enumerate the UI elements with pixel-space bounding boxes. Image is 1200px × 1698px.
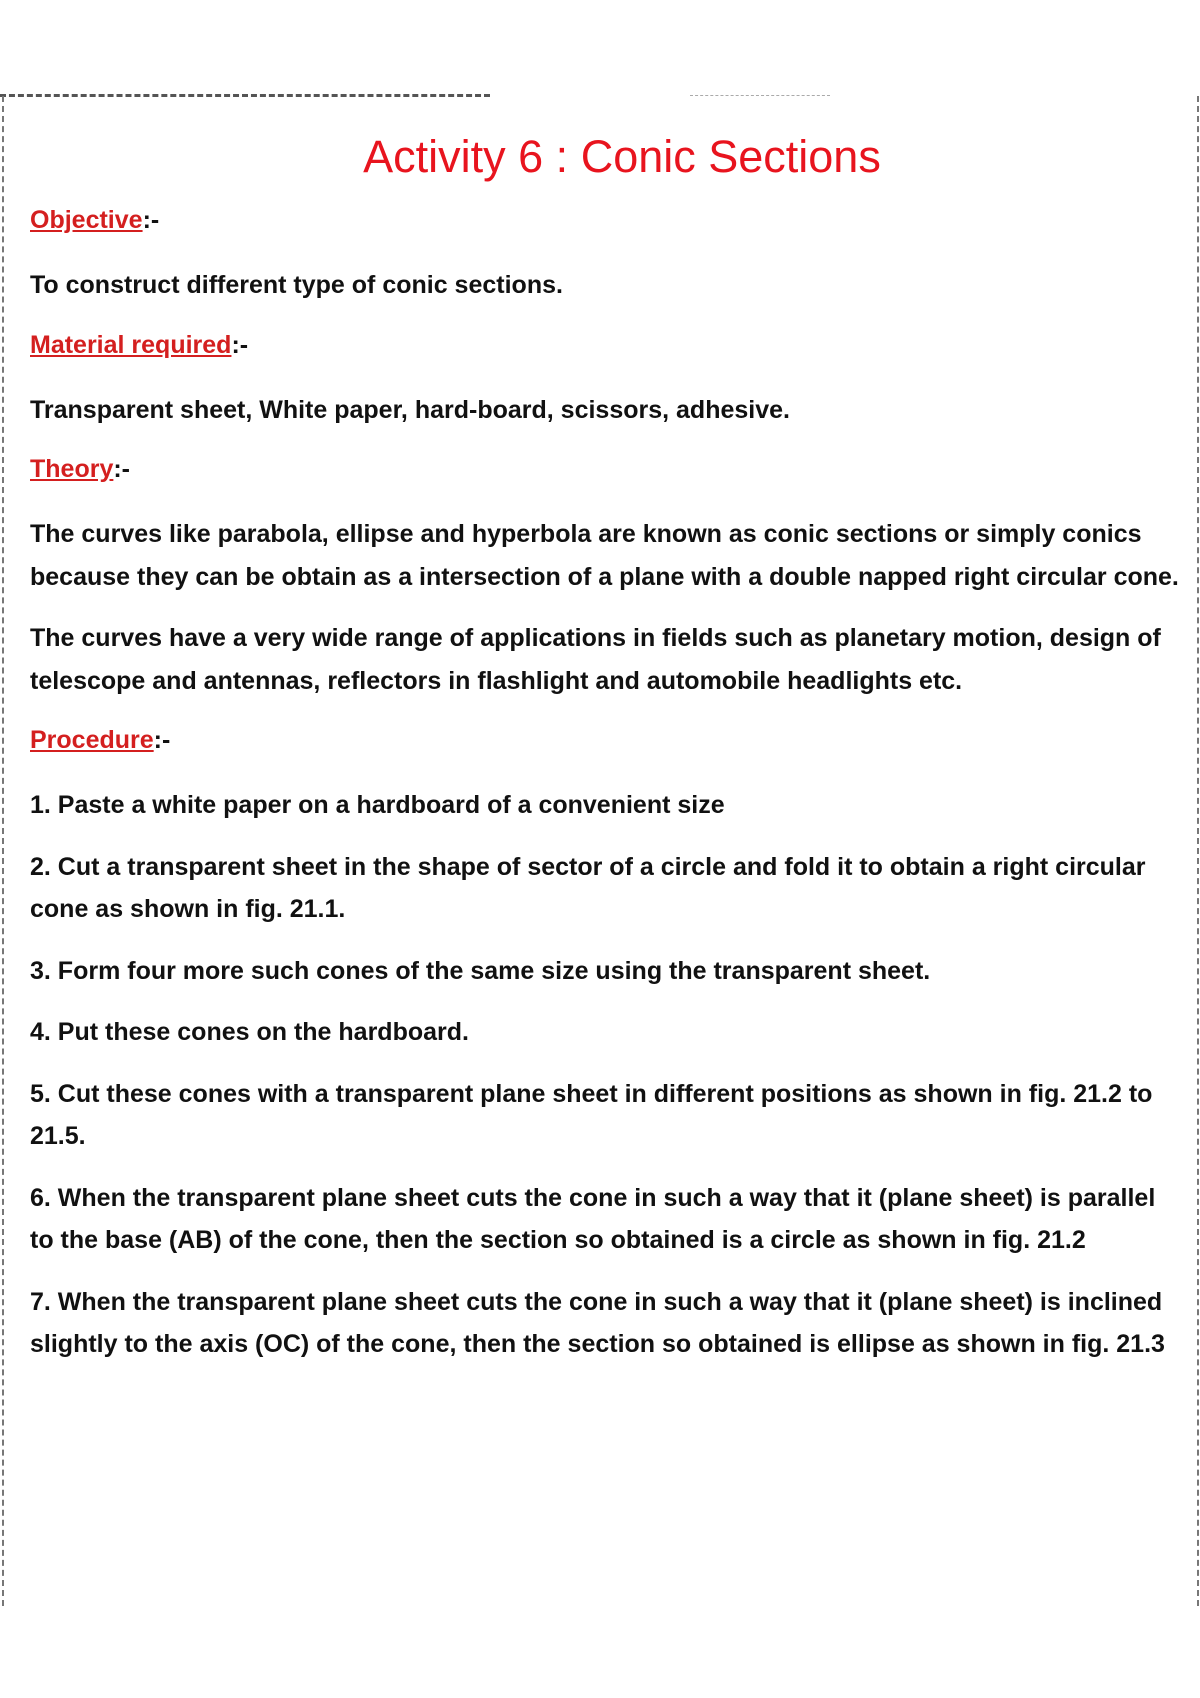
objective-heading [30,201,1180,239]
document-content [30,128,1180,1385]
material-text: Transparent sheet, White paper, hard-board, scissors, adhesive. [30,395,790,424]
procedure-heading [30,721,1180,759]
theory-paragraph: The curves have a very wide range of applications in fields such as planetary motion, design of telescope and antennas, reflectors in flashlight and automobile headlights etc. [30,624,1161,695]
material-heading-suffix: :- [231,330,249,359]
page-border-top-right [690,95,830,96]
material-heading [30,326,1180,364]
procedure-step: 7. When the transparent plane sheet cuts the cone in such a way that it (plane sheet) is inclined slightly to the axis (OC) of the cone, then the section so obtained is ellipse as shown in fig. 21.3 [30,1287,1165,1358]
material-heading-label: Material required [30,330,232,359]
procedure-step: 4. Put these cones on the hardboard. [30,1018,469,1046]
objective-text: To construct different type of conic sections. [30,271,563,299]
page-border-right [1197,96,1199,1606]
procedure-step: 3. Form four more such cones of the same size using the transparent sheet. [30,956,931,985]
procedure-step: 1. Paste a white paper on a hardboard of a convenient size [30,791,725,819]
procedure-step: 5. Cut these cones with a transparent plane sheet in different positions as shown in fig. 21.2 to 21.5. [30,1079,1153,1150]
theory-heading-suffix: :- [113,455,131,483]
objective-heading-suffix: :- [142,206,160,234]
theory-heading-label: Theory [30,455,114,483]
page-border-top [0,94,490,97]
objective-heading-label: Objective [30,206,143,234]
page-title: Activity 6 : Conic Sections [363,131,881,182]
theory-paragraph: The curves like parabola, ellipse and hyperbola are known as conic sections or simply conics because they can be obtain as a intersection of a plane with a double napped right circular cone. [30,520,1179,591]
procedure-step: 6. When the transparent plane sheet cuts the cone in such a way that it (plane sheet) is parallel to the base (AB) of the cone, then the section so obtained is a circle as shown in fig. 21.2 [30,1183,1156,1254]
procedure-heading-label: Procedure [30,726,154,754]
procedure-step: 2. Cut a transparent sheet in the shape of sector of a circle and fold it to obtain a right circular cone as shown in fig. 21.1. [30,852,1146,923]
theory-heading [30,450,1180,488]
procedure-heading-suffix: :- [153,726,171,754]
page-border-left [2,96,4,1606]
